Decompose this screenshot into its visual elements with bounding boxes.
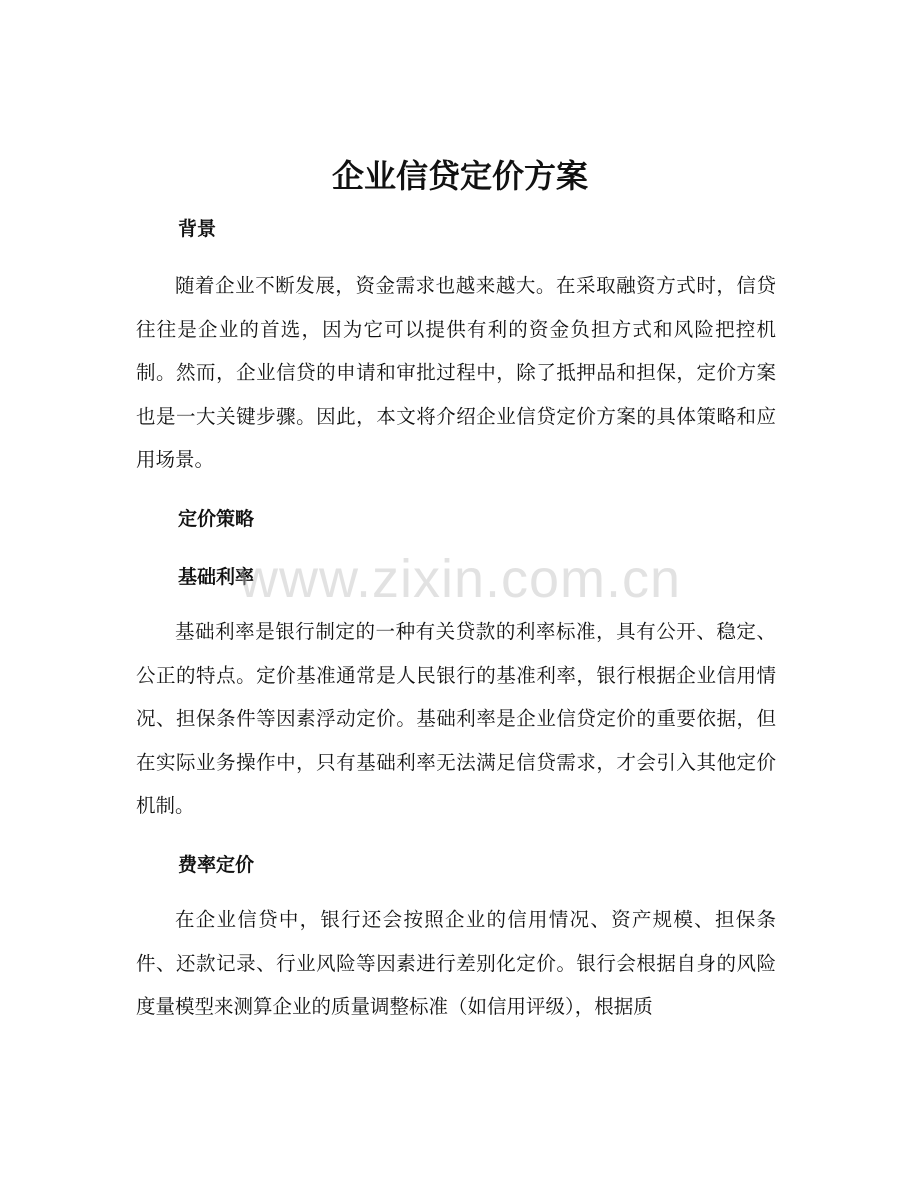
section-heading-base-rate: 基础利率 bbox=[178, 566, 255, 588]
paragraph-fee-pricing: 在企业信贷中，银行还会按照企业的信用情况、资产规模、担保条件、还款记录、行业风险等因素进行差别化定价。银行会根据自身的风险度量模型来测算企业的质量调整标准（如信用评级），根据质 bbox=[136, 908, 776, 1018]
section-heading-fee-pricing: 费率定价 bbox=[178, 854, 255, 876]
document-title: 企业信贷定价方案 bbox=[331, 157, 588, 195]
paragraph-base-rate: 基础利率是银行制定的一种有关贷款的利率标准，具有公开、稳定、公正的特点。定价基准通常是人民银行的基准利率，银行根据企业信用情况、担保条件等因素浮动定价。基础利率是企业信贷定价的重要依据，但在实际业务操作中，只有基础利率无法满足信贷需求，才会引入其他定价机制。 bbox=[136, 620, 776, 817]
paragraph-background: 随着企业不断发展，资金需求也越来越大。在采取融资方式时，信贷往往是企业的首选，因为它可以提供有利的资金负担方式和风险把控机制。然而，企业信贷的申请和审批过程中，除了抵押品和担保，定价方案也是一大关键步骤。因此，本文将介绍企业信贷定价方案的具体策略和应用场景。 bbox=[136, 274, 776, 471]
watermark-text: www.zixin.com.cn bbox=[238, 549, 682, 609]
section-heading-background: 背景 bbox=[178, 218, 217, 240]
section-heading-pricing-strategy: 定价策略 bbox=[178, 508, 255, 530]
